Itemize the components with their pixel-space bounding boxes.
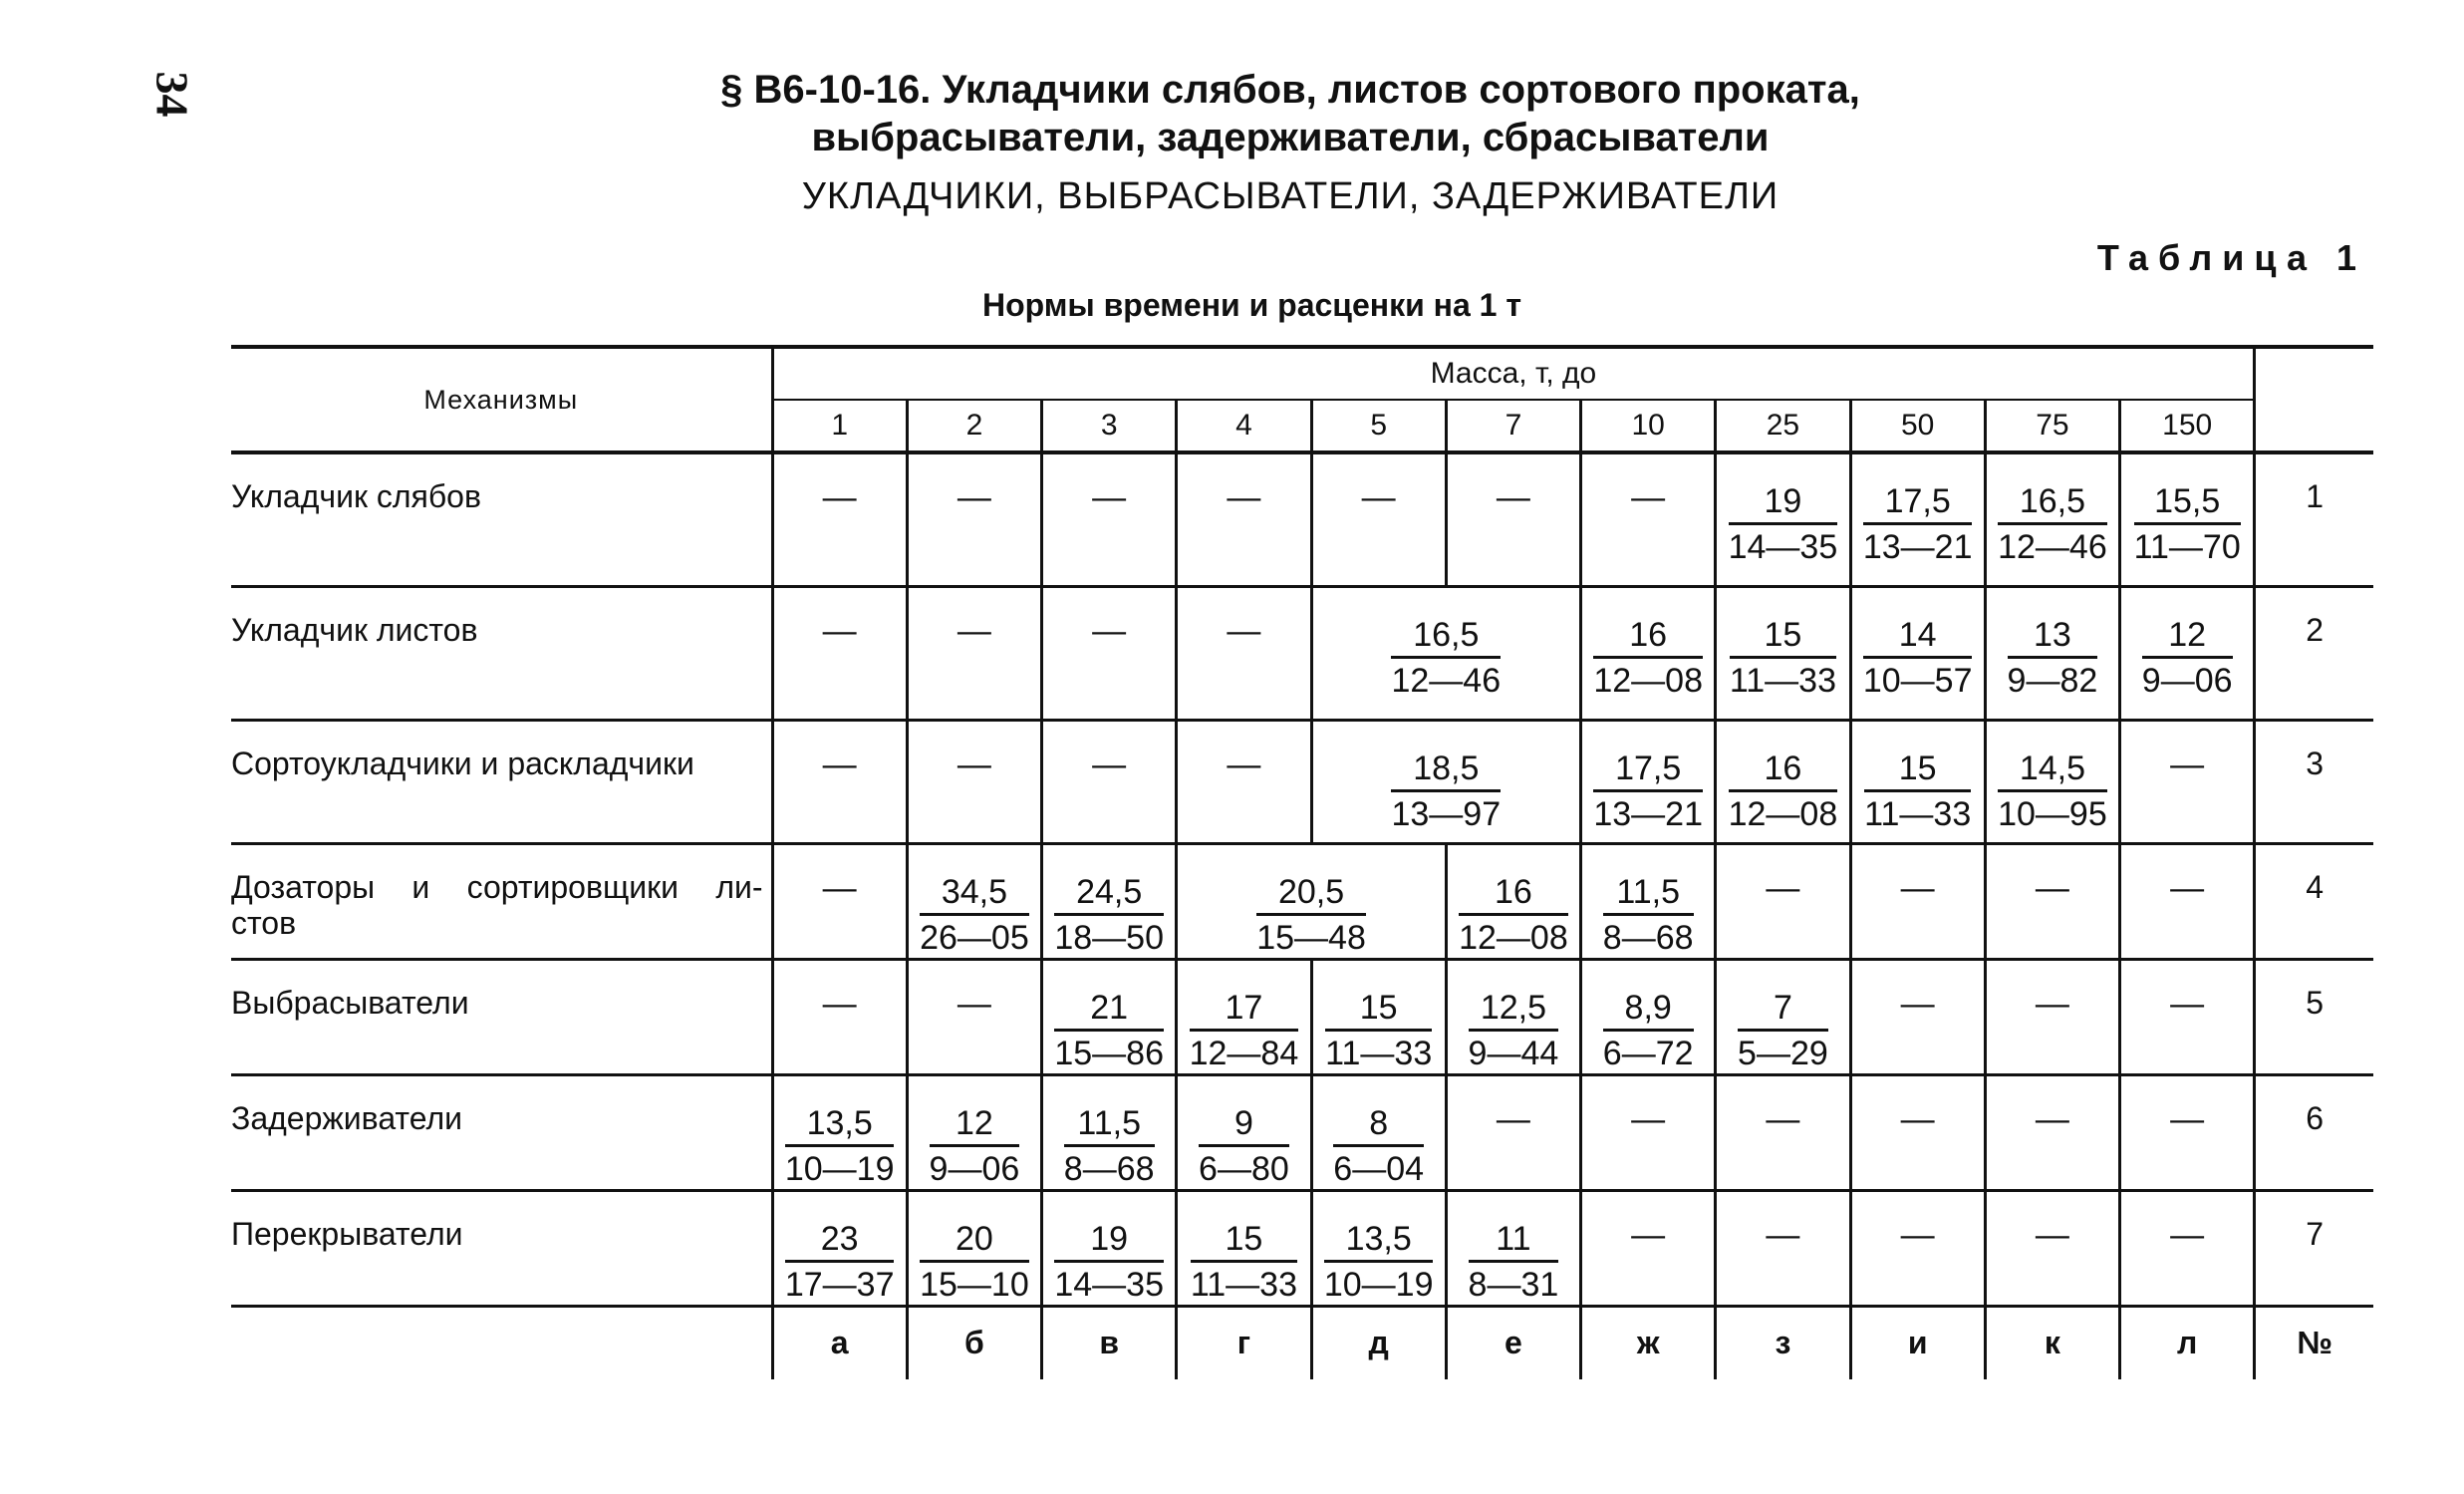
column-letter: е <box>1446 1306 1580 1379</box>
norm-cell <box>1042 959 1177 1074</box>
table-row <box>231 843 2373 959</box>
norm-cell <box>1042 1190 1177 1306</box>
rate-value: 13—21 <box>1862 528 1973 566</box>
norm-cell <box>1177 1190 1311 1306</box>
dash-value: — <box>957 745 991 783</box>
mass-column-header: 10 <box>1581 400 1716 452</box>
norm-cell <box>772 1074 907 1190</box>
time-norm: 12 <box>2142 616 2233 659</box>
rate-value: 6—72 <box>1602 1034 1694 1072</box>
norm-cell <box>1311 959 1446 1074</box>
dash-value: — <box>1766 1099 1800 1138</box>
column-letter: б <box>907 1306 1041 1379</box>
time-norm: 15,5 <box>2134 482 2241 525</box>
dash-value: — <box>2170 1099 2205 1138</box>
table-row <box>231 720 2373 843</box>
norm-cell <box>1042 843 1177 959</box>
time-norm: 16 <box>1729 749 1838 792</box>
rate-value: 17—37 <box>784 1265 895 1304</box>
rate-value: 9—06 <box>2141 661 2233 700</box>
time-norm: 7 <box>1738 989 1828 1032</box>
rate-value: 15—48 <box>1256 918 1366 957</box>
norm-cell <box>907 959 1041 1074</box>
norm-cell <box>907 843 1041 959</box>
norm-fraction <box>1469 1220 1559 1305</box>
mechanism-name: Сортоукладчики и раскладчики <box>231 720 772 843</box>
dash-value: — <box>1092 611 1127 650</box>
norm-cell <box>1850 1190 1985 1306</box>
norm-fraction <box>930 1104 1020 1189</box>
time-norm: 11,5 <box>1603 873 1694 916</box>
norm-fraction <box>1593 616 1703 701</box>
norm-fraction <box>1459 873 1568 958</box>
table-row <box>231 1190 2373 1306</box>
rate-value: 11—33 <box>1190 1265 1297 1304</box>
norm-cell <box>2120 720 2255 843</box>
time-norm: 14,5 <box>1998 749 2107 792</box>
dash-value: — <box>1766 868 1800 907</box>
dash-value: — <box>2170 1215 2205 1254</box>
norm-fraction <box>920 1220 1029 1305</box>
norm-cell <box>1850 843 1985 959</box>
column-letter: и <box>1850 1306 1985 1379</box>
mechanism-name: Укладчик слябов <box>231 452 772 586</box>
rate-value: 15—10 <box>920 1265 1029 1304</box>
time-norm: 15 <box>1191 1220 1297 1263</box>
dash-value: — <box>1092 745 1127 783</box>
norm-fraction <box>1738 989 1828 1073</box>
time-norm: 17,5 <box>1863 482 1973 525</box>
norm-cell <box>1850 1074 1985 1190</box>
row-number: 6 <box>2255 1074 2373 1190</box>
rate-value: 9—44 <box>1468 1034 1559 1072</box>
rate-value: 5—29 <box>1738 1034 1828 1072</box>
mass-column-header: 4 <box>1177 400 1311 452</box>
norm-fraction <box>785 1104 895 1189</box>
rate-value: 12—08 <box>1728 794 1838 833</box>
norm-cell <box>1985 1190 2119 1306</box>
norm-fraction <box>1469 989 1559 1073</box>
norm-cell <box>1581 720 1716 843</box>
section-title <box>0 66 2222 161</box>
time-norm: 19 <box>1729 482 1838 525</box>
section-title-line2: выбрасыватели, задерживатели, сбрасыватели <box>811 116 1770 159</box>
rate-value: 18—50 <box>1054 918 1164 957</box>
time-norm: 16 <box>1459 873 1568 916</box>
norm-fraction <box>1391 749 1501 834</box>
norm-fraction <box>1325 989 1432 1073</box>
dash-value: — <box>2035 868 2069 907</box>
norm-fraction <box>1603 873 1694 958</box>
rate-value: 14—35 <box>1728 528 1838 566</box>
norm-cell <box>1581 586 1716 720</box>
norm-fraction <box>1054 873 1164 958</box>
norm-cell <box>1716 720 1850 843</box>
table-caption: Нормы времени и расценки на 1 т <box>981 287 1522 323</box>
rate-value: 12—08 <box>1593 661 1703 700</box>
time-norm: 13 <box>2008 616 2098 659</box>
norm-cell <box>1985 843 2119 959</box>
column-letter: з <box>1716 1306 1850 1379</box>
mechanism-name: Выбрасыватели <box>231 959 772 1074</box>
rate-value: 8—68 <box>1063 1149 1155 1188</box>
dash-value: — <box>1900 1099 1935 1138</box>
rate-value: 11—33 <box>1325 1034 1433 1072</box>
mechanism-name: Задерживатели <box>231 1074 772 1190</box>
header-num-column <box>2255 347 2373 452</box>
table-body <box>231 452 2373 1379</box>
column-letter: л <box>2120 1306 2255 1379</box>
time-norm: 14 <box>1863 616 1973 659</box>
norm-cell <box>1446 1190 1580 1306</box>
time-norm: 16,5 <box>1998 482 2107 525</box>
norm-cell <box>1850 586 1985 720</box>
dash-value: — <box>2170 868 2205 907</box>
time-norm: 12,5 <box>1469 989 1559 1032</box>
rate-value: 26—05 <box>920 918 1029 957</box>
norm-fraction <box>1191 1220 1297 1305</box>
dash-value: — <box>1766 1215 1800 1254</box>
table-row <box>231 586 2373 720</box>
norm-cell <box>1581 1190 1716 1306</box>
norm-cell <box>1042 720 1177 843</box>
mass-column-header: 25 <box>1716 400 1850 452</box>
norm-cell <box>1177 843 1447 959</box>
norm-cell <box>1985 720 2119 843</box>
norm-cell <box>1581 452 1716 586</box>
norm-cell <box>2120 959 2255 1074</box>
time-norm: 20,5 <box>1256 873 1366 916</box>
norm-cell <box>1311 1074 1446 1190</box>
time-norm: 13,5 <box>1324 1220 1434 1263</box>
rate-value: 13—21 <box>1593 794 1703 833</box>
norm-cell <box>1985 452 2119 586</box>
time-norm: 24,5 <box>1054 873 1164 916</box>
dash-value: — <box>2035 984 2069 1023</box>
dash-value: — <box>1900 868 1935 907</box>
time-norm: 19 <box>1054 1220 1164 1263</box>
norm-cell <box>907 1074 1041 1190</box>
norm-cell <box>1446 452 1580 586</box>
norm-fraction <box>1863 482 1973 567</box>
time-norm: 34,5 <box>920 873 1029 916</box>
row-number: 4 <box>2255 843 2373 959</box>
section-title-line1: § В6-10-16. Укладчики слябов, листов сортового проката, <box>720 68 1860 112</box>
norm-fraction <box>1593 749 1703 834</box>
rate-value: 6—04 <box>1333 1149 1425 1188</box>
norm-cell <box>1311 452 1446 586</box>
rate-value: 10—19 <box>784 1149 895 1188</box>
dash-value: — <box>957 478 991 516</box>
norm-cell <box>907 452 1041 586</box>
rate-value: 8—31 <box>1468 1265 1559 1304</box>
dash-value: — <box>1631 1099 1666 1138</box>
dash-value: — <box>1361 478 1396 516</box>
norm-cell <box>2120 586 2255 720</box>
row-number: 3 <box>2255 720 2373 843</box>
dash-value: — <box>1496 478 1530 516</box>
mechanism-name: Перекрыватели <box>231 1190 772 1306</box>
row-number: 2 <box>2255 586 2373 720</box>
dash-value: — <box>1631 1215 1666 1254</box>
norm-fraction <box>920 873 1029 958</box>
page-number: 34 <box>146 71 198 118</box>
norm-fraction <box>1054 989 1164 1073</box>
norm-cell <box>1850 959 1985 1074</box>
norm-cell <box>1311 586 1581 720</box>
time-norm: 20 <box>920 1220 1029 1263</box>
dash-value: — <box>822 868 857 907</box>
time-norm: 12 <box>930 1104 1020 1147</box>
time-norm: 9 <box>1199 1104 1289 1147</box>
subtitle: УКЛАДЧИКИ, ВЫБРАСЫВАТЕЛИ, ЗАДЕРЖИВАТЕЛИ <box>801 175 1780 217</box>
rate-value: 12—08 <box>1459 918 1568 957</box>
rate-value: 10—19 <box>1323 1265 1434 1304</box>
table-row <box>231 452 2373 586</box>
norm-cell <box>2120 843 2255 959</box>
header-mass: Масса, т, до <box>772 347 2255 400</box>
dash-value: — <box>1092 478 1127 516</box>
time-norm: 17 <box>1190 989 1299 1032</box>
mechanism-name: Укладчик листов <box>231 586 772 720</box>
norm-cell <box>1985 1074 2119 1190</box>
dash-value: — <box>1631 478 1666 516</box>
time-norm: 18,5 <box>1391 749 1501 792</box>
norm-fraction <box>1863 616 1973 701</box>
norm-fraction <box>1256 873 1366 958</box>
norm-fraction <box>1064 1104 1155 1189</box>
norm-cell <box>772 586 907 720</box>
header-mechanisms: Механизмы <box>231 347 772 452</box>
time-norm: 23 <box>785 1220 895 1263</box>
dash-value: — <box>1227 478 1261 516</box>
norm-cell <box>772 720 907 843</box>
row-number: 7 <box>2255 1190 2373 1306</box>
table-row <box>231 959 2373 1074</box>
norm-cell <box>1177 959 1311 1074</box>
norm-fraction <box>1603 989 1694 1073</box>
dash-value: — <box>822 611 857 650</box>
norm-fraction <box>1998 749 2107 834</box>
norm-cell <box>1311 720 1581 843</box>
norm-fraction <box>1998 482 2107 567</box>
column-letter: а <box>772 1306 907 1379</box>
norm-fraction <box>1333 1104 1424 1189</box>
norm-cell <box>1177 1074 1311 1190</box>
rate-value: 15—86 <box>1054 1034 1164 1072</box>
norm-fraction <box>1391 616 1501 701</box>
norm-cell <box>1177 720 1311 843</box>
rate-value: 11—33 <box>1729 661 1836 700</box>
norm-cell <box>1716 1190 1850 1306</box>
mass-column-header: 1 <box>772 400 907 452</box>
dash-value: — <box>957 611 991 650</box>
norm-cell <box>1581 1074 1716 1190</box>
dash-value: — <box>2170 984 2205 1023</box>
norm-cell <box>1985 586 2119 720</box>
mass-column-header: 3 <box>1042 400 1177 452</box>
norm-fraction <box>2142 616 2233 701</box>
norm-fraction <box>1730 616 1836 701</box>
column-letter: ж <box>1581 1306 1716 1379</box>
norm-cell <box>2120 452 2255 586</box>
mass-column-header: 150 <box>2120 400 2255 452</box>
row-number: 1 <box>2255 452 2373 586</box>
norm-cell <box>1581 959 1716 1074</box>
time-norm: 16 <box>1593 616 1703 659</box>
dash-value: — <box>822 984 857 1023</box>
time-norm: 15 <box>1325 989 1432 1032</box>
dash-value: — <box>2035 1099 2069 1138</box>
column-letter: г <box>1177 1306 1311 1379</box>
norm-cell <box>1716 959 1850 1074</box>
row-number: 5 <box>2255 959 2373 1074</box>
footer-blank <box>231 1306 772 1379</box>
rate-value: 9—06 <box>929 1149 1020 1188</box>
norm-cell <box>1446 1074 1580 1190</box>
norm-fraction <box>1199 1104 1289 1189</box>
norms-table <box>231 345 2373 1379</box>
time-norm: 16,5 <box>1391 616 1501 659</box>
norm-cell <box>907 1190 1041 1306</box>
norm-cell <box>1850 720 1985 843</box>
rate-value: 11—33 <box>1864 794 1972 833</box>
norm-cell <box>2120 1074 2255 1190</box>
dash-value: — <box>1496 1099 1530 1138</box>
norm-cell <box>1042 1074 1177 1190</box>
norm-fraction <box>1729 749 1838 834</box>
dash-value: — <box>1900 984 1935 1023</box>
norm-cell <box>772 452 907 586</box>
dash-value: — <box>822 478 857 516</box>
column-letter: в <box>1042 1306 1177 1379</box>
mass-column-header: 2 <box>907 400 1041 452</box>
time-norm: 15 <box>1864 749 1971 792</box>
norm-fraction <box>1190 989 1299 1073</box>
norm-cell <box>907 586 1041 720</box>
rate-value: 6—80 <box>1199 1149 1289 1188</box>
mass-column-header: 75 <box>1985 400 2119 452</box>
norm-cell <box>1042 586 1177 720</box>
rate-value: 9—82 <box>2007 661 2098 700</box>
dash-value: — <box>957 984 991 1023</box>
norm-cell <box>1716 843 1850 959</box>
column-num-label: № <box>2255 1306 2373 1379</box>
rate-value: 14—35 <box>1054 1265 1164 1304</box>
mechanism-name: Дозаторы и сортировщики ли- стов <box>231 843 772 959</box>
norm-cell <box>1446 843 1580 959</box>
rate-value: 12—84 <box>1189 1034 1299 1072</box>
norm-cell <box>1177 452 1311 586</box>
norm-fraction <box>1729 482 1838 567</box>
norm-cell <box>772 843 907 959</box>
footer-row <box>231 1306 2373 1379</box>
norm-cell <box>1850 452 1985 586</box>
norm-cell <box>772 959 907 1074</box>
norm-cell <box>907 720 1041 843</box>
time-norm: 8 <box>1333 1104 1424 1147</box>
table-row <box>231 1074 2373 1190</box>
norm-cell <box>1446 959 1580 1074</box>
time-norm: 15 <box>1730 616 1836 659</box>
rate-value: 12—46 <box>1998 528 2107 566</box>
column-letter: к <box>1985 1306 2119 1379</box>
rate-value: 8—68 <box>1602 918 1694 957</box>
dash-value: — <box>2170 745 2205 783</box>
norm-cell <box>1716 1074 1850 1190</box>
norm-fraction <box>2134 482 2241 567</box>
dash-value: — <box>1900 1215 1935 1254</box>
mass-column-header: 50 <box>1850 400 1985 452</box>
table-label: Таблица 1 <box>2096 237 2366 278</box>
dash-value: — <box>1227 745 1261 783</box>
norm-fraction <box>1054 1220 1164 1305</box>
column-letter: д <box>1311 1306 1446 1379</box>
norm-fraction <box>1324 1220 1434 1305</box>
rate-value: 13—97 <box>1391 794 1502 833</box>
norm-cell <box>2120 1190 2255 1306</box>
norm-cell <box>1716 586 1850 720</box>
dash-value: — <box>2035 1215 2069 1254</box>
norm-cell <box>1581 843 1716 959</box>
rate-value: 11—70 <box>2133 528 2241 566</box>
norm-cell <box>772 1190 907 1306</box>
norm-cell <box>1985 959 2119 1074</box>
norm-cell <box>1177 586 1311 720</box>
mass-column-header: 7 <box>1446 400 1580 452</box>
time-norm: 11 <box>1469 1220 1559 1263</box>
rate-value: 10—57 <box>1862 661 1973 700</box>
rate-value: 12—46 <box>1391 661 1502 700</box>
time-norm: 17,5 <box>1593 749 1703 792</box>
dash-value: — <box>1227 611 1261 650</box>
mass-column-header: 5 <box>1311 400 1446 452</box>
norm-fraction <box>785 1220 895 1305</box>
rate-value: 10—95 <box>1998 794 2107 833</box>
norm-cell <box>1716 452 1850 586</box>
time-norm: 8,9 <box>1603 989 1694 1032</box>
time-norm: 13,5 <box>785 1104 895 1147</box>
dash-value: — <box>822 745 857 783</box>
norm-cell <box>1311 1190 1446 1306</box>
time-norm: 21 <box>1054 989 1164 1032</box>
time-norm: 11,5 <box>1064 1104 1155 1147</box>
norm-fraction <box>2008 616 2098 701</box>
norm-cell <box>1042 452 1177 586</box>
norm-fraction <box>1864 749 1971 834</box>
